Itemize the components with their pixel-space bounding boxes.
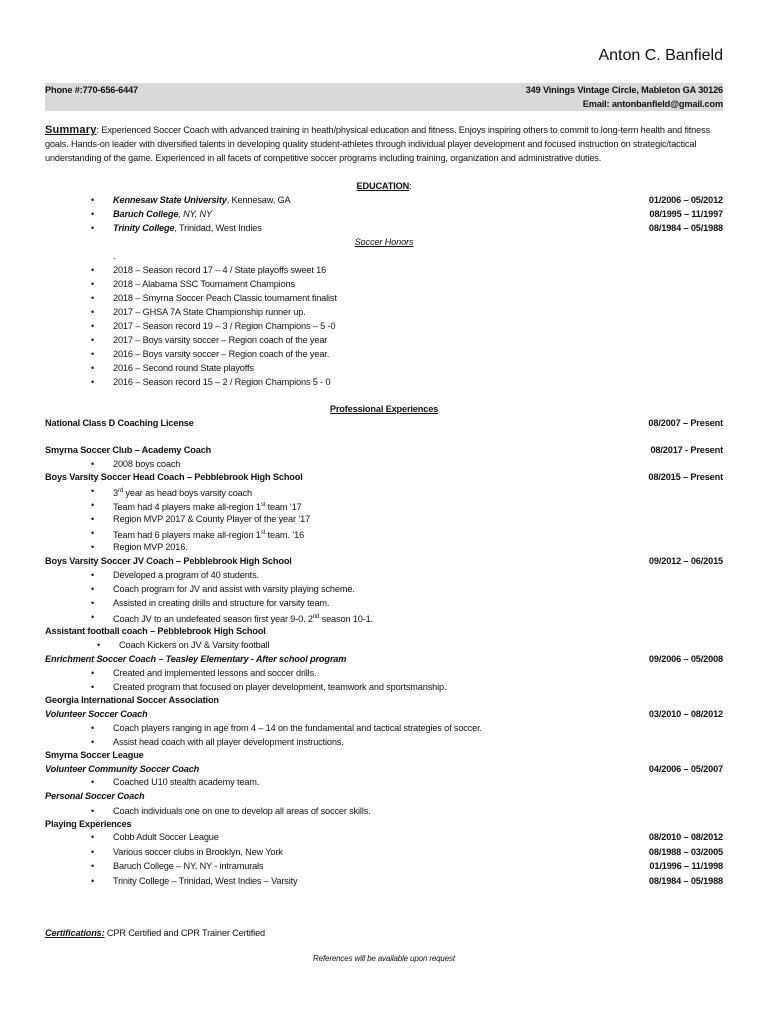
job-bullet: • Coach program for JV and assist with varsity playing scheme. xyxy=(45,583,723,597)
summary-section xyxy=(45,124,723,165)
job-bullet: • Team had 4 players make all-region 1st team ‘17 xyxy=(45,499,723,513)
contact-address-block xyxy=(526,84,723,112)
honor-item: • 2016 – Season record 15 – 2 / Region Champions 5 - 0 xyxy=(45,376,723,390)
job-bullet: • Coach JV to an undefeated season first year 9-0. 2nd season 10-1. xyxy=(45,611,723,625)
education-heading: EDUCATION: xyxy=(356,181,412,191)
honor-item: • 2018 – Season record 17 – 4 / State playoffs sweet 16 xyxy=(45,264,723,278)
summary-label: Summary xyxy=(45,124,97,136)
phone-number: Phone #:770-656-6447 xyxy=(45,85,139,95)
job-enrichment: Enrichment Soccer Coach – Teasley Elementary - After school program 09/2006 – 05/2008 xyxy=(45,654,723,664)
honor-item: • 2017 – Season record 19 – 3 / Region Champions – 5 -0 xyxy=(45,320,723,334)
honor-item: • 2016 – Boys varsity soccer – Region coach of the year. xyxy=(45,348,723,362)
job-license: National Class D Coaching License 08/2007 – Present xyxy=(45,418,723,428)
candidate-name: Anton C. Banfield xyxy=(598,47,723,64)
job-bullet: • Coach Kickers on JV & Varsity football xyxy=(45,639,723,653)
job-ssl: Volunteer Community Soccer Coach 04/2006 – 05/2007 xyxy=(45,764,723,774)
job-football: Assistant football coach – Pebblebrook High School xyxy=(45,626,266,636)
job-varsity-head: Boys Varsity Soccer Head Coach – Pebblebrook High School 08/2015 – Present xyxy=(45,472,723,482)
job-bullet: • Coach individuals one on one to develop all areas of soccer skills. xyxy=(45,805,723,819)
education-item: • Baruch College, NY, NY 08/1995 – 11/1997 xyxy=(45,208,723,222)
playing-item: • Cobb Adult Soccer League 08/2010 – 08/2012 xyxy=(45,831,723,845)
playing-item: • Baruch College – NY, NY - intramurals 01/1996 – 11/1998 xyxy=(45,860,723,874)
honor-item: • 2017 – GHSA 7A State Championship runner up. xyxy=(45,306,723,320)
job-bullet: • Created program that focused on player development, teamwork and sportsmanship. xyxy=(45,681,723,695)
email-address: Email: antonbanfield@gmail.com xyxy=(582,98,723,109)
street-address: 349 Vinings Vintage Circle, Mableton GA 30126 xyxy=(525,85,723,95)
professional-experiences-heading: Professional Experiences xyxy=(329,404,439,414)
summary-text: : Experienced Soccer Coach with advanced training in heath/physical education and fitness. Enjoys inspiring others to commit to long-term health and fitness goals. Hands-on leader with diversified talents in developing quality student-athletes through individual player development and focused instruction on strategic/tactical understanding of the game. Experienced in all facets of competitive soccer programs including training, organization and administrative duties. xyxy=(45,125,710,163)
job-bullet: • 3rd year as head boys varsity coach xyxy=(45,485,723,499)
job-bullet: • Team had 6 players make all-region 1st team. ‘16 xyxy=(45,527,723,541)
job-smyrna-club: Smyrna Soccer Club – Academy Coach 08/2017 - Present xyxy=(45,445,723,455)
certifications: Certifications: CPR Certified and CPR Trainer Certified xyxy=(45,928,265,938)
stray-dot: . xyxy=(113,251,116,261)
job-bullet: • Assisted in creating drills and structure for varsity team. xyxy=(45,597,723,611)
education-item: • Kennesaw State University, Kennesaw, GA 01/2006 – 05/2012 xyxy=(45,194,723,208)
org-gisa: Georgia International Soccer Association xyxy=(45,695,219,705)
education-item: • Trinity College, Trinidad, West Indies 08/1984 – 05/1988 xyxy=(45,222,723,236)
job-bullet: • Region MVP 2017 & County Player of the year ‘17 xyxy=(45,513,723,527)
job-bullet: • Developed a program of 40 students. xyxy=(45,569,723,583)
job-bullet: • 2008 boys coach xyxy=(45,458,723,472)
honor-item: • 2018 – Alabama SSC Tournament Champions xyxy=(45,278,723,292)
playing-item: • Various soccer clubs in Brooklyn, New York 08/1988 – 03/2005 xyxy=(45,846,723,860)
job-personal: Personal Soccer Coach xyxy=(45,791,145,801)
honor-item: • 2017 – Boys varsity soccer – Region coach of the year xyxy=(45,334,723,348)
job-varsity-jv: Boys Varsity Soccer JV Coach – Pebblebrook High School 09/2012 – 06/2015 xyxy=(45,556,723,566)
job-gisa: Volunteer Soccer Coach 03/2010 – 08/2012 xyxy=(45,709,723,719)
org-ssl: Smyrna Soccer League xyxy=(45,750,144,760)
playing-heading: Playing Experiences xyxy=(45,819,132,829)
job-bullet: • Created and implemented lessons and soccer drills. xyxy=(45,667,723,681)
job-bullet: • Coached U10 stealth academy team. xyxy=(45,776,723,790)
job-bullet: • Assist head coach with all player development instructions. xyxy=(45,736,723,750)
job-bullet: • Coach players ranging in age from 4 – 14 on the fundamental and tactical strategies of soccer. xyxy=(45,722,723,736)
honor-item: • 2018 – Smyrna Soccer Peach Classic tournament finalist xyxy=(45,292,723,306)
contact-bar xyxy=(45,83,723,111)
job-bullet: • Region MVP 2016. xyxy=(45,541,723,555)
resume-page xyxy=(45,0,723,1024)
references-note: References will be available upon request xyxy=(313,954,455,963)
soccer-honors-heading: Soccer Honors xyxy=(354,237,414,247)
playing-item: • Trinity College – Trinidad, West Indies – Varsity 08/1984 – 05/1988 xyxy=(45,875,723,889)
honor-item: • 2016 – Second round State playoffs xyxy=(45,362,723,376)
